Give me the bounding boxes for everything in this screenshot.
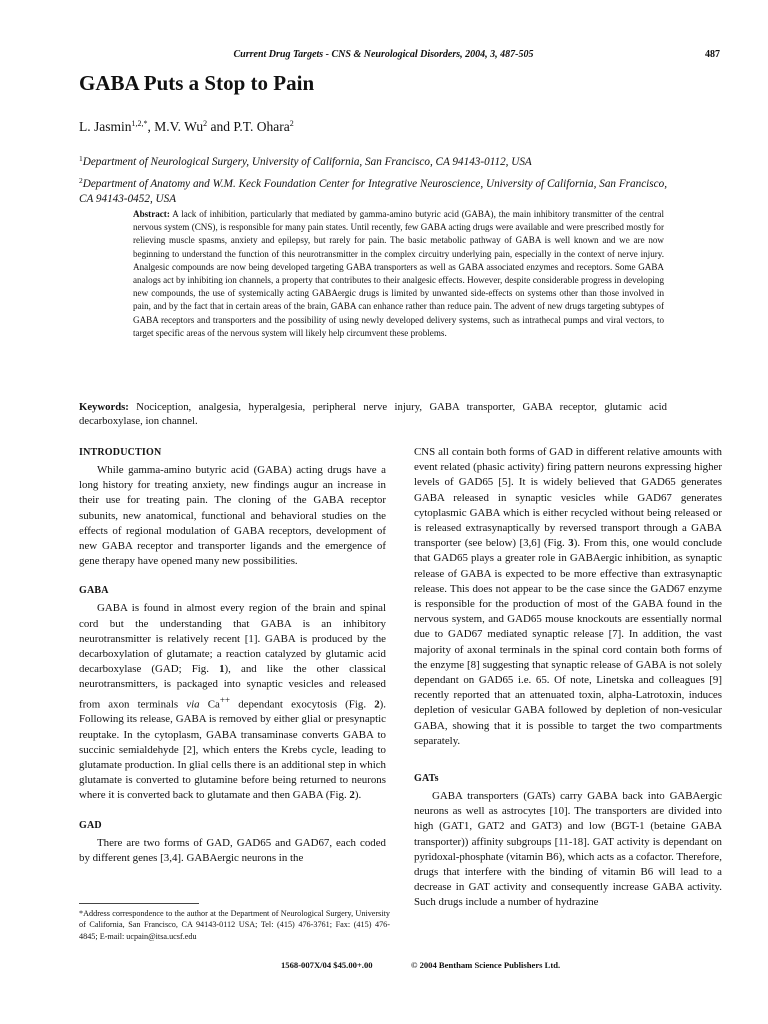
figure-ref: 2 xyxy=(374,698,380,711)
gaba-text: Ca xyxy=(199,698,220,711)
keywords xyxy=(79,400,667,428)
correspondence-footnote: *Address correspondence to the author at the Department of Neurological Surgery, University of California, San Francisco, CA 94143-0112 USA; Tel: (415) 476-3761; Fax: (415) 476-4845; E-mail: ucpain@itsa.ucsf.edu xyxy=(79,909,390,941)
author-superscript: 2 xyxy=(289,119,294,128)
gaba-text: ). Following its release, GABA is removed by either glial or presynaptic reuptake. In the cytoplasm, GABA transaminase converts GABA to succinic semialdehyde [2], which enters the Krebs cycle, leading to glutamate production. In glial cells there is an additional step in which glutamate is converted to glutamine before being returned to neurons where it is converted back to glutamate and then GABA (Fig. xyxy=(79,698,387,802)
gad-continued-paragraph xyxy=(414,445,722,749)
affiliation-superscript: 1 xyxy=(79,154,83,163)
figure-ref: 2 xyxy=(349,789,355,802)
gaba-text: ). xyxy=(354,789,362,802)
gaba-text: dependant exocytosis (Fig. xyxy=(230,698,367,711)
author-superscript: 1,2,* xyxy=(131,119,148,128)
page-number: 487 xyxy=(705,49,720,60)
affiliation-2 xyxy=(79,173,667,207)
author-superscript: 2 xyxy=(203,119,208,128)
gaba-paragraph xyxy=(79,601,386,803)
body-text: CNS all contain both forms of GAD in different relative amounts with event related (phasic activity) firing pattern neurons expressing higher levels of GAD65 [5]. It is widely believed that GAD65 generates GABA released in synaptic vesicles while GAD67 generates cytoplasmic GABA which is either recycled without being released or is released extrasynaptically by reversed transport through a GABA transporter (see below) [3,6] (Fig. xyxy=(414,446,722,550)
author-name: , M.V. Wu xyxy=(147,119,204,134)
keywords-label: Keywords: xyxy=(79,401,129,413)
footer-copyright: © 2004 Bentham Science Publishers Ltd. xyxy=(411,960,561,970)
left-column xyxy=(79,445,386,866)
section-heading-gats: GATs xyxy=(414,773,439,785)
affiliation-1 xyxy=(79,151,667,170)
affiliation-superscript: 2 xyxy=(79,176,83,185)
affiliation-text: Department of Neurological Surgery, University of California, San Francisco, CA 94143-0112, USA xyxy=(82,156,532,168)
superscript: ++ xyxy=(219,694,231,705)
author-line xyxy=(79,116,719,135)
introduction-paragraph: While gamma-amino butyric acid (GABA) acting drugs have a long history for treating anxiety, new findings augur an increase in their use for treating pain. The cloning of the GABA receptor subunits, new anatomical, functional and behavioral studies on the effects of regional modulation of GABA receptors, development of new GABA receptor and transporter ligands and the emergence of gene therapy have opened many new possibilities. xyxy=(79,464,386,568)
section-heading-gaba: GABA xyxy=(79,585,109,597)
right-column xyxy=(414,445,722,911)
author-name: L. Jasmin xyxy=(79,119,132,134)
section-heading-gad: GAD xyxy=(79,819,102,831)
section-heading-introduction: INTRODUCTION xyxy=(79,447,162,458)
abstract-text: A lack of inhibition, particularly that mediated by gamma-amino butyric acid (GABA), the main inhibitory transmitter of the central nervous system (CNS), is responsible for many pain states. Until recently, few GABA acting drugs were available and were prescribed mostly for relieving muscle spasms, anxiety and epilepsy, but rarely for pain. The basic metabolic pathway of GABA is well known and we are now beginning to understand the function of this neurotransmitter in the complex circuitry underlying pain, especially in the context of nerve injury. Analgesic compounds are now being developed targeting GABA transporters as well as GABA associated enzymes and receptors. Some GABA analogs act by inhibiting ion channels, a property that contributes to their analgesic effects. However, despite considerable progress in developing new compounds, the use of systemically acting GABAergic drugs is limited by unwanted side-effects on systems other than those involved in pain, and by the fact that in certain areas of the brain, GABA can enhance rather than reduce pain. The advent of new drugs targeting subtypes of GABA receptors and transporters and the possibility of using newly developed delivery systems, such as intrathecal pumps and viral vectors, to target specific areas of the nervous system will likely help circumvent these problems. xyxy=(133,209,664,338)
running-head: Current Drug Targets - CNS & Neurological Disorders, 2004, 3, 487-505 xyxy=(233,49,534,60)
figure-ref: 3 xyxy=(568,537,574,550)
footer-issn: 1568-007X/04 $45.00+.00 xyxy=(281,960,373,970)
footnote-divider xyxy=(79,903,199,904)
gaba-text: ), and like the other classical neurotransmitters, is packaged into synaptic vesicles and released from axon terminals xyxy=(79,663,387,711)
gaba-text: GABA is found in almost every region of the brain and spinal cord but the understanding that GABA is an inhibitory neurotransmitter is relatively recent [1]. GABA is produced by the decarboxylation of glutamate; a reaction catalyzed by glutamic acid decarboxylase (GAD; Fig. xyxy=(79,602,386,676)
gaba-text-italic: via xyxy=(186,698,200,711)
affiliation-text: Department of Anatomy and W.M. Keck Foundation Center for Integrative Neuroscience, University of California, San Francisco, CA 94143-0452, USA xyxy=(79,178,667,205)
body-text: ). From this, one would conclude that GAD65 plays a greater role in GABAergic inhibition, as synaptic release of GABA is expected to be more effective than extrasynaptic release. This does not appear to be the case since the GAD67 enzyme is responsible for the production of most of the GABA found in the nervous system, and GAD65 mouse knockouts are essentially normal due to GAD67 mediated synaptic release [7]. In addition, the vast majority of axonal terminals in the spinal cord contain both forms of the enzyme [8] suggesting that synaptic release of GABA is not solely dependant on GAD65 i.e. 65. Of note, Linetska and colleagues [9] recently reported that an attenuated toxin, alpha-Latrotoxin, induces depletion of vesicular GABA followed by depletion of non-vesicular GABA, showing that it is possible to target the two compartments separately. xyxy=(414,537,722,747)
abstract-label: Abstract: xyxy=(133,209,170,219)
gats-paragraph: GABA transporters (GATs) carry GABA back into GABAergic neurons as well as astrocytes [10]. The transporters are divided into high (GAT1, GAT2 and GAT3) and low (BGT-1 (betaine GABA transporter)) affinity subgroups [11-18]. GAT activity is dependant on pyridoxal-phosphate (vitamin B6), which acts as a cofactor. Therefore, drugs that interfere with the binding of vitamin B6 will lead to a decrease in GAT activity and consequently increase GABA activity. Such drugs include a number of hydrazine xyxy=(414,790,722,909)
author-name: and P.T. Ohara xyxy=(207,119,290,134)
gad-paragraph: There are two forms of GAD, GAD65 and GAD67, each coded by different genes [3,4]. GABAergic neurons in the xyxy=(79,836,386,864)
keywords-text: Nociception, analgesia, hyperalgesia, peripheral nerve injury, GABA transporter, GABA receptor, glutamic acid decarboxylase, ion channel. xyxy=(79,401,667,427)
abstract xyxy=(133,208,664,340)
article-title: GABA Puts a Stop to Pain xyxy=(79,71,315,95)
figure-ref: 1 xyxy=(219,663,225,676)
